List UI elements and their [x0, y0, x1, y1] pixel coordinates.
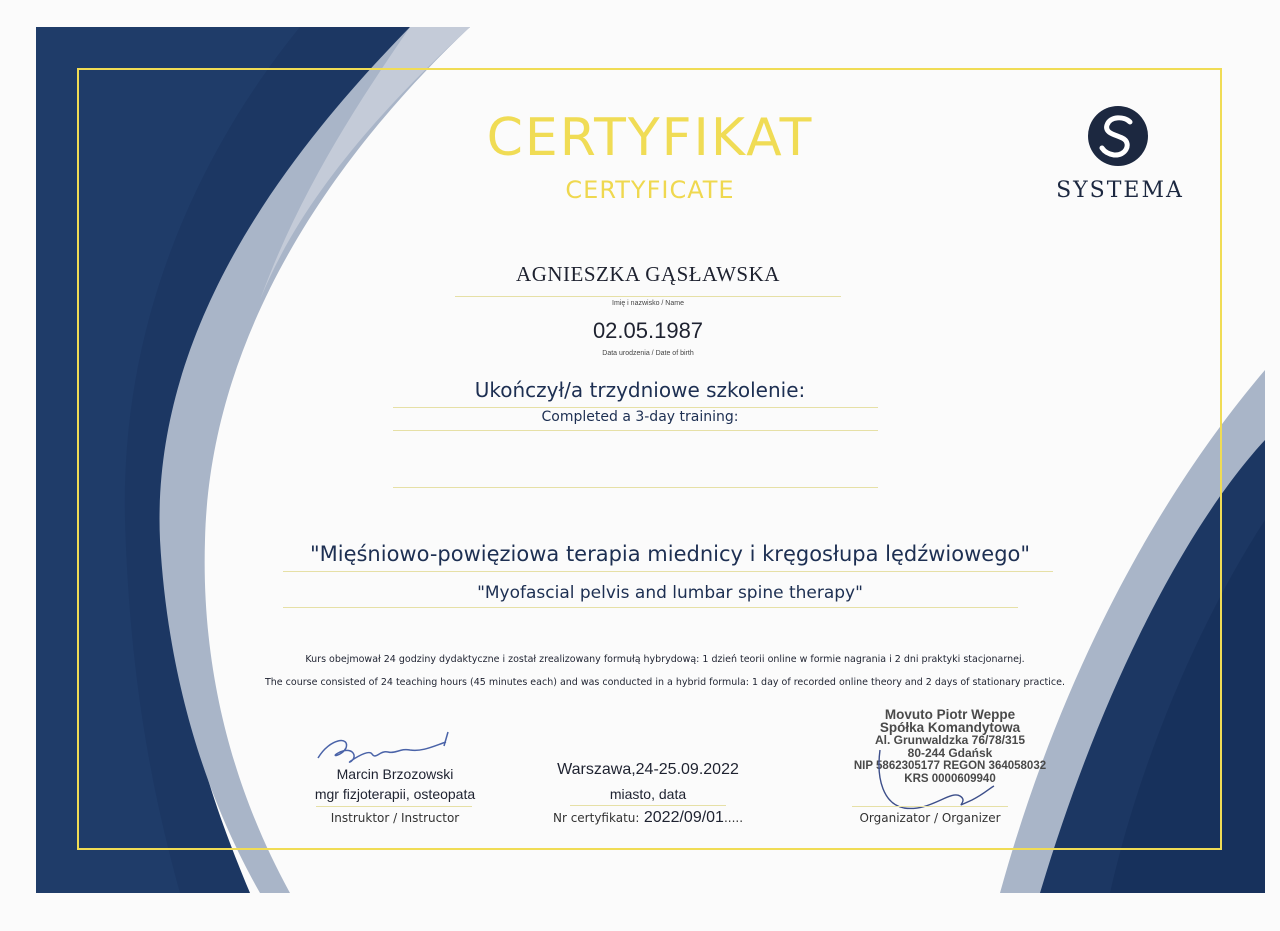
certificate-title: CERTYFIKAT: [486, 108, 814, 168]
stamp-line-company: Movuto Piotr Weppe: [884, 707, 1016, 722]
stamp-line-city: 80-244 Gdańsk: [907, 746, 993, 760]
name-underline: [455, 296, 841, 297]
logo-wordmark: SYSTEMA: [1056, 178, 1184, 203]
completed-underline-1: [393, 407, 878, 408]
cert-number-value: 2022/09/01: [643, 809, 724, 826]
course-description-en: The course consisted of 24 teaching hours (45 minutes each) and was conducted in a hybrid formula: 1 day of recorded online theory and 2 days of stationary practice.: [264, 677, 1065, 688]
instructor-line: [316, 806, 472, 807]
instructor-label: Instruktor / Instructor: [330, 811, 460, 825]
dob-label: Data urodzenia / Date of birth: [602, 350, 694, 357]
certificate-number: [530, 809, 766, 827]
course-underline-2: [283, 607, 1018, 608]
organizer-label: Organizator / Organizer: [859, 811, 1001, 825]
completed-underline-2: [393, 430, 878, 431]
completed-training-en: Completed a 3-day training:: [541, 409, 739, 425]
blank-line: [393, 487, 878, 488]
course-description-pl: Kurs obejmował 24 godziny dydaktyczne i został zrealizowany formułą hybrydową: 1 dzień teorii online w formie nagrania i 2 dni praktyki stacjonarnej.: [305, 654, 1025, 665]
stamp-line-krs: KRS 0000609940: [904, 773, 996, 785]
stamp-line-nip: NIP 5862305177 REGON 364058032: [853, 760, 1047, 772]
completed-training-pl: Ukończył/a trzydniowe szkolenie:: [474, 378, 806, 402]
stamp-line-type: Spółka Komandytowa: [879, 720, 1021, 735]
course-underline-1: [283, 571, 1053, 572]
cert-number-label: Nr certyfikatu:: [552, 811, 640, 825]
certificate-subtitle: CERTYFICATE: [565, 176, 735, 204]
place-line: [570, 805, 726, 806]
cert-number-dots: .....: [723, 811, 744, 825]
name-label: Imię i nazwisko / Name: [612, 300, 684, 307]
recipient-name: AGNIESZKA GĄSŁAWSKA: [516, 262, 780, 286]
stamp-line-address: Al. Grunwaldzka 76/78/315: [874, 733, 1026, 747]
course-title-en: "Myofascial pelvis and lumbar spine therapy": [477, 583, 863, 603]
instructor-title: mgr fizjoterapii, osteopata: [314, 786, 476, 802]
organizer-line: [852, 806, 1008, 807]
s-circle-logo-icon: [1086, 104, 1150, 168]
instructor-name: Marcin Brzozowski: [336, 766, 454, 782]
place-date: Warszawa,24-25.09.2022: [557, 761, 739, 778]
date-of-birth: 02.05.1987: [592, 318, 704, 343]
place-date-label: miasto, data: [609, 786, 687, 802]
organizer-signature: [860, 740, 1000, 820]
course-title-pl: "Mięśniowo-powięziowa terapia miednicy i kręgosłupa lędźwiowego": [309, 542, 1031, 566]
